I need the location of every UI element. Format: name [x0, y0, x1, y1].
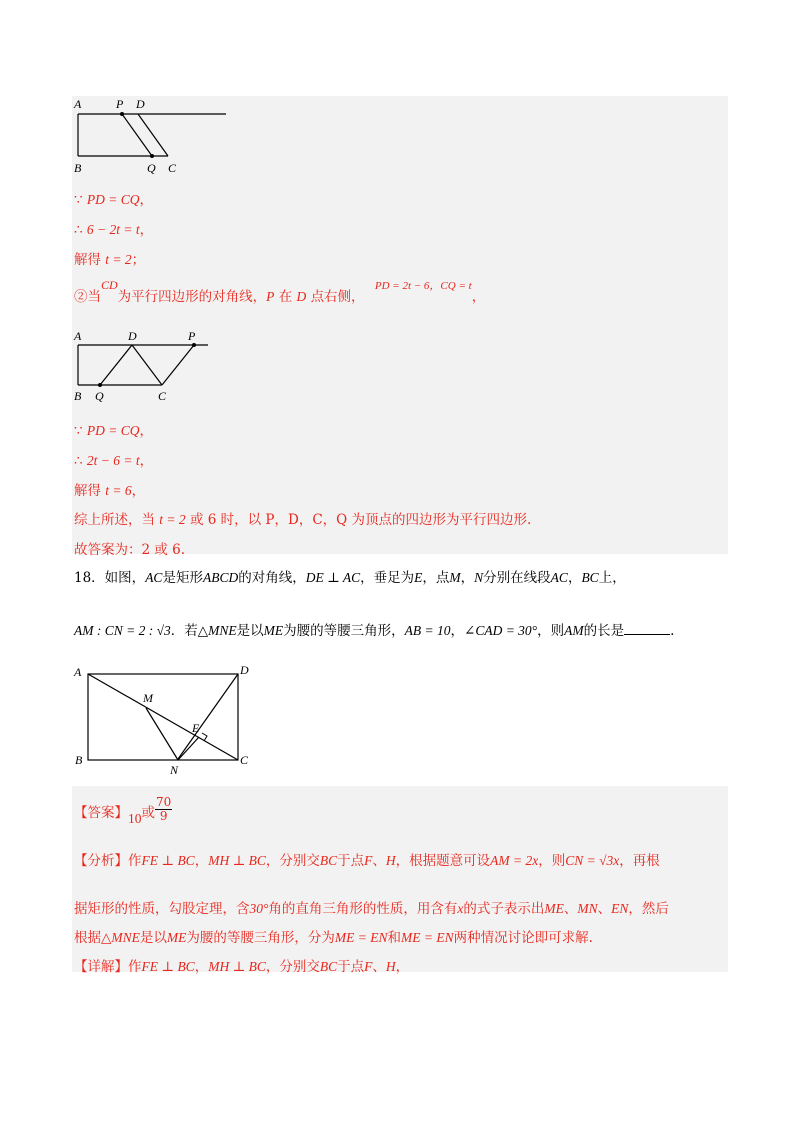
figure-parallelogram-1 [72, 96, 242, 182]
step-line-2: ∴ 6 − 2t = t， [74, 222, 154, 238]
analysis-line-1: 【分析】作FE ⊥ BC，MH ⊥ BC，分别交BC于点F、H，根据题意可设AM = 2x，则CN = √3x，再根 [74, 853, 660, 869]
question-line-2: AM : CN = 2 : √3．若△MNE是以ME为腰的等腰三角形，AB = 10，∠CAD = 30°，则AM的长是 . [74, 623, 675, 639]
figure-rectangle [72, 660, 292, 780]
analysis-line-3: 根据△MNE是以ME为腰的等腰三角形，分为ME = EN和ME = EN两种情况讨论即可求解. [74, 930, 593, 946]
fraction: $\frac{70}{9}$ [156, 795, 172, 823]
analysis-tag: 【分析】 [74, 853, 128, 869]
answer-blank[interactable] [624, 634, 670, 635]
label-m: M [143, 691, 153, 705]
final-answer-line: 故答案为：2 或 6. [74, 542, 186, 558]
figure-parallelogram-2 [72, 328, 242, 414]
answer-tag: 【答案】 [74, 805, 128, 821]
label-d: D [136, 97, 145, 111]
analysis-line-2: 据矩形的性质，勾股定理，含30°角的直角三角形的性质，用含有x的式子表示出ME、MN、EN，然后 [74, 901, 669, 917]
label-p: P [116, 97, 124, 111]
step-line-4: ②当CD为平行四边形的对角线，P 在 D 点右侧， $^{PD = 2t - 6,CQ = t}$， [74, 278, 486, 305]
label-c: C [168, 161, 177, 175]
detail-line: 【详解】作FE ⊥ BC，MH ⊥ BC，分别交BC于点F、H， [74, 959, 410, 975]
label-b: B [74, 161, 82, 175]
label-b: B [74, 389, 82, 403]
label-c: C [158, 389, 167, 403]
label-c: C [240, 753, 249, 767]
summary-line: 综上所述，当 t = 2 或 6 时，以 P，D，C，Q 为顶点的四边形为平行四边形. [74, 512, 532, 528]
step-line-6: ∴ 2t − 6 = t， [74, 453, 154, 469]
label-a: A [74, 665, 82, 679]
label-d: D [240, 663, 249, 677]
question-line-1: 18．如图，AC是矩形ABCD的对角线，DE ⊥ AC，垂足为E，点M，N分别在线段AC，BC上， [74, 570, 626, 586]
step-line-5: ∵ PD = CQ， [74, 423, 153, 439]
label-p: P [188, 329, 196, 343]
label-n: N [170, 763, 179, 777]
step-line-3: 解得 t = 2； [74, 252, 146, 268]
step-line-7: 解得 t = 6， [74, 483, 146, 499]
detail-tag: 【详解】 [74, 959, 128, 975]
label-q: Q [147, 161, 156, 175]
label-a: A [74, 97, 82, 111]
step-line-1: ∵ PD = CQ， [74, 192, 153, 208]
label-d: D [128, 329, 137, 343]
label-a: A [74, 329, 82, 343]
label-b: B [75, 753, 83, 767]
label-e: E [192, 721, 200, 735]
label-q: Q [95, 389, 104, 403]
answer-line: 【答案】10或 $\frac{70}{9}$ [74, 795, 172, 826]
